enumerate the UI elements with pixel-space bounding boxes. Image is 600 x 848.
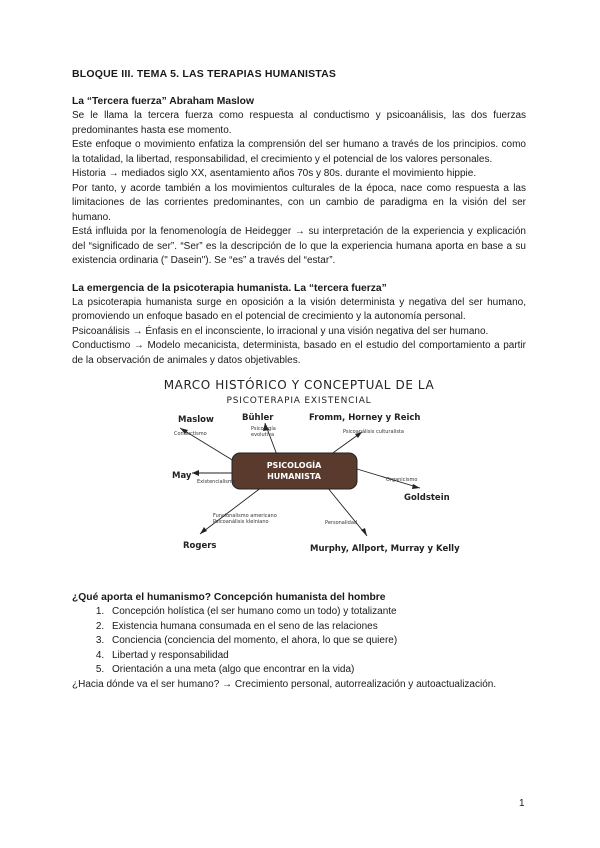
concept-rogers-1: Funcionalismo americano — [213, 513, 277, 519]
author-murphy: Murphy, Allport, Murray y Kelly — [310, 544, 460, 554]
document-title: BLOQUE III. TEMA 5. LAS TERAPIAS HUMANISTAS — [72, 68, 337, 80]
list-item: 1. Concepción holística (el ser humano como un todo) y totalizante — [107, 605, 526, 620]
paragraph: Psicoanálisis → Énfasis en el inconsciente, lo irracional y una visión negativa del ser humano. — [72, 325, 489, 337]
concept-buhler-1: Psicología — [251, 426, 276, 432]
arrowhead-rogers — [200, 527, 207, 534]
diagram-title-line2: PSICOTERAPIA EXISTENCIAL — [226, 396, 372, 406]
paragraph: Este enfoque o movimiento enfatiza la comprensión del ser humano a través de los principios. como la totalidad, la libertad, responsabilidad, el crecimiento y el potencial de los valores personales. — [72, 139, 526, 165]
connector-rogers — [200, 487, 262, 534]
author-rogers: Rogers — [183, 541, 217, 551]
list-item: 2. Existencia humana consumada en el seno de las relaciones — [107, 620, 526, 635]
author-maslow: Maslow — [178, 415, 214, 425]
concept-buhler-2: evolutiva — [251, 432, 275, 438]
arrowhead-may — [192, 470, 199, 476]
section-heading-tercera-fuerza: La “Tercera fuerza” Abraham Maslow — [72, 96, 254, 107]
center-node-line1: PSICOLOGÍA — [266, 461, 322, 470]
paragraph: Conductismo → Modelo mecanicista, determinista, basado en el estudio del comportamiento a partir de la observación de animales y datos objetivables. — [72, 340, 526, 366]
author-fromm: Fromm, Horney y Reich — [309, 413, 421, 423]
closing-paragraph: ¿Hacia dónde va el ser humano? → Crecimiento personal, autorrealización y autoactualización. — [72, 678, 497, 690]
concept-fromm: Psicoanálisis culturalista — [343, 429, 404, 435]
paragraph: Está influida por la fenomenología de Heidegger → su interpretación de la experiencia y explicación del “significado de ser”. “Ser” es la descripción de lo que la experiencia humana aporta en base a su existencia ordinaria (" Dasein"). Se “es” a través del “estar”. — [72, 226, 526, 266]
concept-maslow: Conductismo — [174, 431, 207, 437]
section-heading-que-aporta: ¿Qué aporta el humanismo? Concepción humanista del hombre — [72, 592, 386, 603]
section-heading-emergencia: La emergencia de la psicoterapia humanista. La “tercera fuerza” — [72, 282, 387, 294]
humanism-contributions-list — [72, 605, 526, 678]
list-item: 3. Conciencia (conciencia del momento, el ahora, lo que se quiere) — [107, 634, 526, 649]
paragraph: La psicoterapia humanista surge en oposición a la visión determinista y negativa del ser humano, promoviendo un enfoque basado en el potencial de crecimiento y la autonomía personal. — [72, 296, 526, 322]
page-number: 1 — [519, 798, 525, 809]
author-goldstein: Goldstein — [404, 493, 450, 503]
concept-may: Existencialismo — [197, 479, 236, 485]
arrowhead-goldstein — [412, 484, 420, 489]
list-item: 5. Orientación a una meta (algo que encontrar en la vida) — [107, 663, 526, 678]
center-node-line2: HUMANISTA — [267, 472, 321, 481]
list-item: 4. Libertad y responsabilidad — [107, 649, 526, 664]
concept-map-figure — [72, 376, 526, 566]
paragraph: Por tanto, y acorde también a los movimientos culturales de la época, nace como respuesta a las limitaciones de las corrientes predominantes, con un cambio de paradigma en la visión del ser humano. — [72, 182, 526, 223]
concept-murphy: Personalidad — [325, 520, 358, 526]
author-may: May — [172, 471, 192, 481]
concept-rogers-2: Psicoanálisis kleiniano — [213, 519, 269, 525]
center-node — [232, 453, 357, 489]
connector-murphy — [327, 487, 367, 536]
concept-map-svg — [72, 376, 526, 566]
concept-goldstein: Organicismo — [386, 477, 418, 483]
paragraph: Se le llama la tercera fuerza como respuesta al conductismo y psicoanálisis, las dos fuerzas predominantes hasta ese momento. — [72, 110, 526, 136]
diagram-title-line1: MARCO HISTÓRICO Y CONCEPTUAL DE LA — [163, 378, 435, 392]
author-buhler: Bühler — [242, 413, 274, 423]
paragraph: Historia → mediados siglo XX, asentamiento años 70s y 80s. durante el movimiento hippie. — [72, 168, 477, 179]
document-page — [72, 68, 526, 692]
